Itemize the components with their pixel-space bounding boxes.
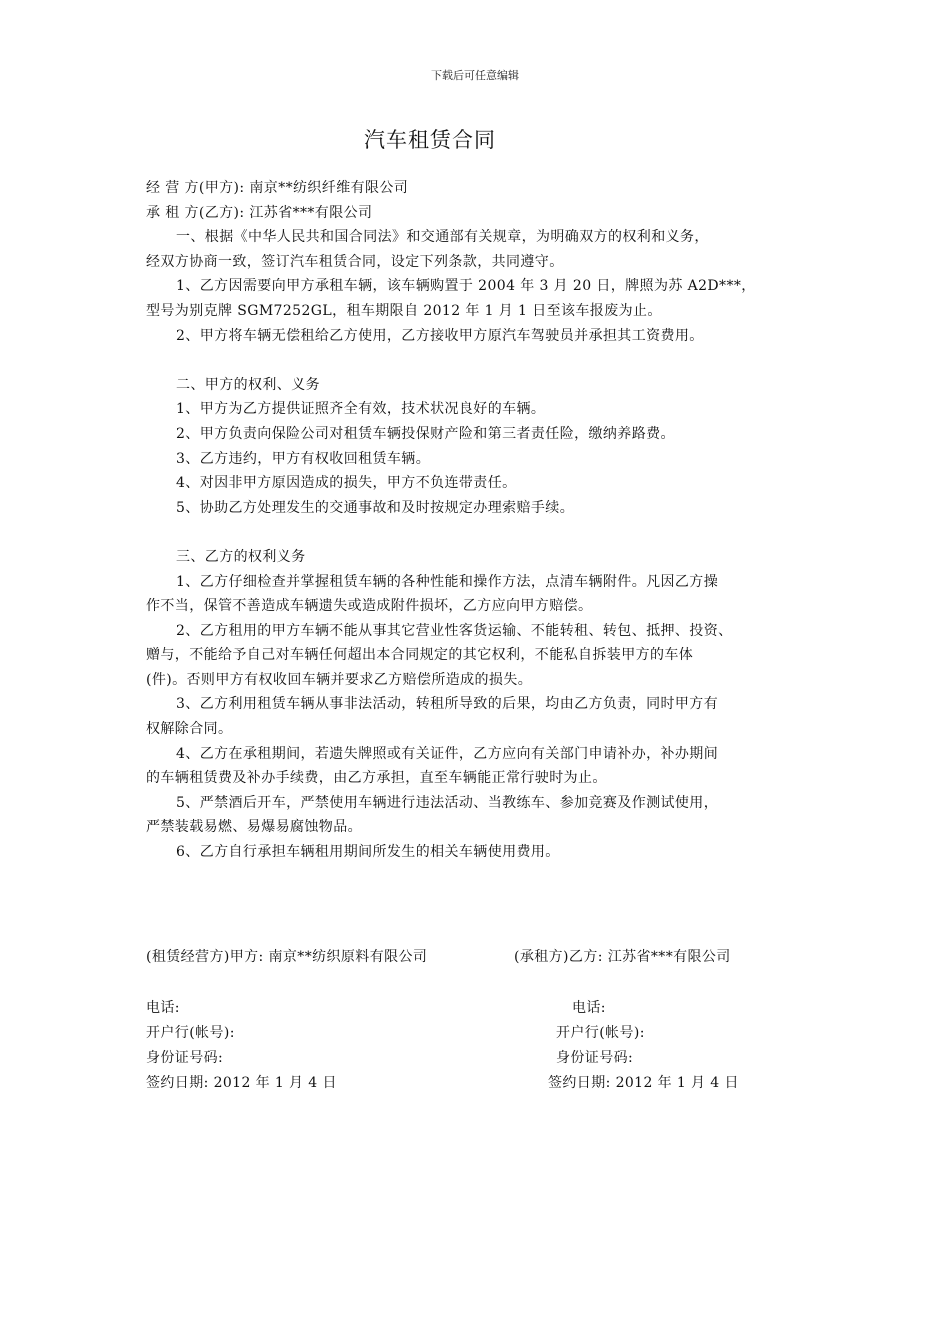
section3-item5-line2: 严禁装载易燃、易爆易腐蚀物品。: [146, 819, 362, 836]
section1-item2: 2、甲方将车辆无偿租给乙方使用，乙方接收甲方原汽车驾驶员并承担其工资费用。: [176, 327, 704, 344]
lessee-line: 承 租 方(乙方): 江苏省***有限公司: [146, 204, 373, 221]
section2-heading: 二、甲方的权利、义务: [176, 376, 320, 393]
party-a-contact-block: [146, 996, 337, 1096]
section2-item5: 5、协助乙方处理发生的交通事故和及时按规定办理索赔手续。: [176, 499, 575, 516]
section3-item2-line1: 2、乙方租用的甲方车辆不能从事其它营业性客货运输、不能转租、转包、抵押、投资、: [176, 622, 733, 639]
party-a-date: 签约日期: 2012 年 1 月 4 日: [146, 1075, 337, 1091]
section3-item3-line1: 3、乙方利用租赁车辆从事非法活动，转租所导致的后果，均由乙方负责，同时甲方有: [176, 696, 719, 713]
spacer: [146, 348, 816, 373]
section1-item1-line1: 1、乙方因需要向甲方承租车辆，该车辆购置于 2004 年 3 月 20 日，牌照为苏 A2D***，: [176, 278, 756, 295]
section3-item2-line3: (件)。否则甲方有权收回车辆并要求乙方赔偿所造成的损失。: [146, 671, 533, 688]
contract-body: [146, 176, 816, 865]
section1-intro-line2: 经双方协商一致，签订汽车租赁合同，设定下列条款，共同遵守。: [146, 253, 564, 270]
party-a-signature: (租赁经营方)甲方: 南京**纺织原料有限公司: [146, 949, 428, 965]
party-b-bank: 开户行(帐号):: [556, 1025, 645, 1041]
party-a-id: 身份证号码:: [146, 1050, 224, 1066]
section2-item1: 1、甲方为乙方提供证照齐全有效，技术状况良好的车辆。: [176, 401, 546, 418]
party-b-signature: (承租方)乙方: 江苏省***有限公司: [514, 949, 731, 965]
section3-item2-line2: 赠与，不能给予自己对车辆任何超出本合同规定的其它权利，不能私自拆装甲方的车体: [146, 647, 694, 664]
section3-item3-line2: 权解除合同。: [146, 721, 233, 738]
lessor-line: 经 营 方(甲方): 南京**纺织纤维有限公司: [146, 180, 409, 196]
section3-item4-line2: 的车辆租赁费及补办手续费，由乙方承担，直至车辆能正常行驶时为止。: [146, 770, 607, 787]
party-a-bank: 开户行(帐号):: [146, 1025, 235, 1041]
contract-title: 汽车租赁合同: [364, 128, 496, 152]
section2-item4: 4、对因非甲方原因造成的损失，甲方不负连带责任。: [176, 475, 517, 492]
section3-item4-line1: 4、乙方在承租期间，若遗失牌照或有关证件，乙方应向有关部门申请补办，补办期间: [176, 745, 719, 762]
section2-item2: 2、甲方负责向保险公司对租赁车辆投保财产险和第三者责任险，缴纳养路费。: [176, 425, 675, 442]
party-b-date: 签约日期: 2012 年 1 月 4 日: [548, 1075, 739, 1091]
section3-heading: 三、乙方的权利义务: [176, 548, 306, 565]
spacer: [146, 520, 816, 545]
section3-item1-line1: 1、乙方仔细检查并掌握租赁车辆的各种性能和操作方法，点清车辆附件。凡因乙方操: [176, 573, 719, 590]
party-a-phone: 电话:: [146, 1000, 180, 1016]
section1-intro-line1: 一、根据《中华人民共和国合同法》和交通部有关规章，为明确双方的权利和义务，: [176, 229, 709, 246]
section3-item6: 6、乙方自行承担车辆租用期间所发生的相关车辆使用费用。: [176, 844, 560, 861]
section2-item3: 3、乙方违约，甲方有权收回租赁车辆。: [176, 450, 431, 467]
signature-parties-row: [146, 946, 731, 966]
party-b-phone: 电话:: [572, 1000, 606, 1016]
party-b-contact-block: [548, 996, 739, 1096]
section3-item5-line1: 5、严禁酒后开车，严禁使用车辆进行违法活动、当教练车、参加竞赛及作测试使用，: [176, 794, 719, 811]
section3-item1-line2: 作不当，保管不善造成车辆遗失或造成附件损坏，乙方应向甲方赔偿。: [146, 598, 593, 615]
party-b-id: 身份证号码:: [556, 1050, 634, 1066]
section1-item1-line2: 型号为别克牌 SGM7252GL，租车期限自 2012 年 1 月 1 日至该车报废为止。: [146, 302, 662, 319]
header-note: 下载后可任意编辑: [431, 69, 519, 82]
